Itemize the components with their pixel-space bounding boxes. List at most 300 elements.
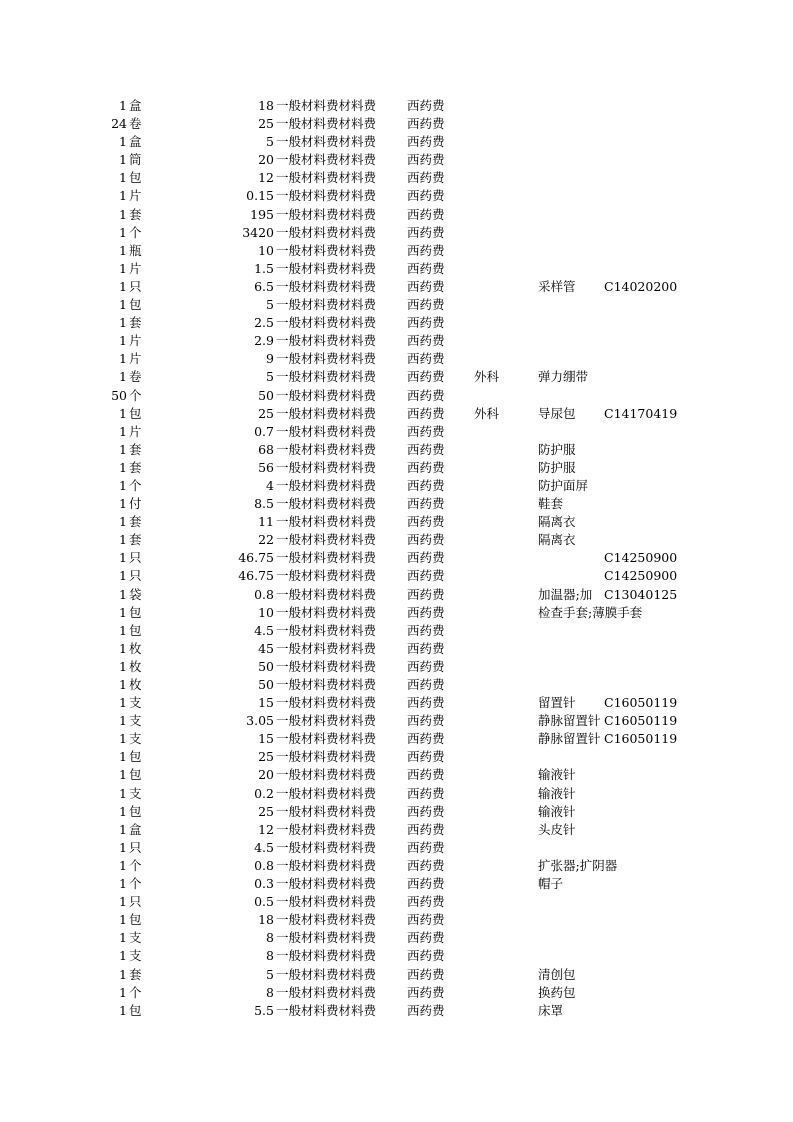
table-row [0,296,793,314]
table-row [0,622,793,640]
fee-type-cell: 西药费 [407,604,445,620]
unit-cell: 包 [129,1002,142,1018]
unit-cell: 套 [129,315,142,331]
price-cell: 5 [266,369,274,385]
qty-cell: 1 [119,894,127,910]
category-cell: 一般材料费材料费 [276,188,377,204]
qty-cell: 1 [119,441,127,457]
qty-cell: 1 [119,459,127,475]
unit-cell: 片 [129,188,142,204]
unit-cell: 支 [129,948,142,964]
unit-cell: 卷 [129,369,142,385]
fee-type-cell: 西药费 [407,116,445,132]
qty-cell: 1 [119,224,127,240]
price-cell: 0.8 [254,586,274,602]
item-name-cell: 防护面屏 [538,477,589,493]
table-row [0,748,793,766]
fee-type-cell: 西药费 [407,731,445,747]
price-cell: 1.5 [254,260,274,276]
price-cell: 3.05 [246,713,274,729]
item-name-cell: 鞋套 [538,496,564,512]
category-cell: 一般材料费材料费 [276,731,377,747]
category-cell: 一般材料费材料费 [276,260,377,276]
unit-cell: 个 [129,984,142,1000]
fee-type-cell: 西药费 [407,260,445,276]
price-cell: 2.9 [254,333,274,349]
price-cell: 56 [258,459,274,475]
fee-type-cell: 西药费 [407,351,445,367]
price-cell: 11 [258,514,274,530]
qty-cell: 1 [119,188,127,204]
category-cell: 一般材料费材料费 [276,532,377,548]
table-row [0,242,793,260]
qty-cell: 50 [111,387,127,403]
category-cell: 一般材料费材料费 [276,550,377,566]
fee-type-cell: 西药费 [407,948,445,964]
fee-type-cell: 西药费 [407,369,445,385]
fee-type-cell: 西药费 [407,242,445,258]
price-cell: 25 [258,749,274,765]
table-row [0,278,793,296]
item-name-cell: 输液针 [538,803,576,819]
qty-cell: 1 [119,586,127,602]
unit-cell: 瓶 [129,242,142,258]
category-cell: 一般材料费材料费 [276,894,377,910]
fee-type-cell: 西药费 [407,206,445,222]
department-cell: 外科 [474,405,500,421]
fee-type-cell: 西药费 [407,152,445,168]
fee-type-cell: 西药费 [407,568,445,584]
category-cell: 一般材料费材料费 [276,134,377,150]
table-row [0,405,793,423]
category-cell: 一般材料费材料费 [276,477,377,493]
fee-type-cell: 西药费 [407,405,445,421]
category-cell: 一般材料费材料费 [276,622,377,638]
price-cell: 50 [258,387,274,403]
price-cell: 46.75 [238,568,274,584]
table-row [0,893,793,911]
unit-cell: 袋 [129,586,142,602]
unit-cell: 只 [129,568,142,584]
item-name-cell: 帽子 [538,876,564,892]
table-row [0,441,793,459]
price-cell: 0.5 [254,894,274,910]
price-cell: 4 [266,477,274,493]
qty-cell: 1 [119,984,127,1000]
fee-type-cell: 西药费 [407,278,445,294]
price-cell: 15 [258,695,274,711]
qty-cell: 1 [119,658,127,674]
item-name-cell: 弹力绷带 [538,369,589,385]
category-cell: 一般材料费材料费 [276,658,377,674]
qty-cell: 1 [119,315,127,331]
unit-cell: 套 [129,206,142,222]
price-cell: 5 [266,966,274,982]
fee-type-cell: 西药费 [407,387,445,403]
table-row [0,97,793,115]
category-cell: 一般材料费材料费 [276,857,377,873]
qty-cell: 1 [119,568,127,584]
category-cell: 一般材料费材料费 [276,170,377,186]
price-cell: 50 [258,677,274,692]
unit-cell: 包 [129,767,142,783]
item-name-cell: 扩张器;扩阴器 [538,857,618,873]
qty-cell: 1 [119,423,127,439]
item-name-cell: 换药包 [538,984,576,1000]
qty-cell: 1 [119,477,127,493]
qty-cell: 1 [119,876,127,892]
item-name-cell: 留置针 [538,695,576,711]
price-cell: 22 [258,532,274,548]
qty-cell: 1 [119,731,127,747]
table-row [0,549,793,567]
qty-cell: 1 [119,930,127,946]
fee-type-cell: 西药费 [407,821,445,837]
item-name-cell: 隔离衣 [538,514,576,530]
table-row [0,1002,793,1020]
unit-cell: 盒 [129,134,142,150]
fee-type-cell: 西药费 [407,966,445,982]
unit-cell: 包 [129,604,142,620]
unit-cell: 片 [129,423,142,439]
table-row [0,694,793,712]
price-cell: 20 [258,152,274,168]
table-row [0,133,793,151]
price-cell: 4.5 [254,839,274,855]
category-cell: 一般材料费材料费 [276,948,377,964]
qty-cell: 1 [119,514,127,530]
table-row [0,260,793,278]
qty-cell: 1 [119,839,127,855]
table-row [0,314,793,332]
table-row [0,513,793,531]
category-cell: 一般材料费材料费 [276,387,377,403]
qty-cell: 1 [119,785,127,801]
unit-cell: 套 [129,514,142,530]
fee-type-cell: 西药费 [407,839,445,855]
qty-cell: 1 [119,242,127,258]
department-cell: 外科 [474,369,500,385]
qty-cell: 1 [119,550,127,566]
table-row [0,947,793,965]
qty-cell: 1 [119,677,127,692]
table-row [0,350,793,368]
category-cell: 一般材料费材料费 [276,749,377,765]
price-cell: 45 [258,640,274,656]
table-row [0,169,793,187]
fee-type-cell: 西药费 [407,170,445,186]
table-row [0,115,793,133]
unit-cell: 包 [129,803,142,819]
qty-cell: 1 [119,1002,127,1018]
unit-cell: 盒 [129,821,142,837]
unit-cell: 个 [129,387,142,403]
unit-cell: 支 [129,930,142,946]
price-cell: 68 [258,441,274,457]
unit-cell: 只 [129,894,142,910]
item-name-cell: 检查手套;薄膜手套 [538,604,643,620]
category-cell: 一般材料费材料费 [276,876,377,892]
price-cell: 18 [258,98,274,113]
table-row [0,151,793,169]
table-row [0,531,793,549]
category-cell: 一般材料费材料费 [276,369,377,385]
qty-cell: 1 [119,767,127,783]
fee-type-cell: 西药费 [407,930,445,946]
table-row [0,984,793,1002]
unit-cell: 盒 [129,98,142,113]
fee-type-cell: 西药费 [407,912,445,928]
item-code-cell: C14170419 [604,405,678,421]
table-row [0,495,793,513]
category-cell: 一般材料费材料费 [276,423,377,439]
qty-cell: 1 [119,260,127,276]
fee-type-cell: 西药费 [407,1002,445,1018]
price-cell: 10 [258,242,274,258]
item-name-cell: 输液针 [538,785,576,801]
category-cell: 一般材料费材料费 [276,1002,377,1018]
table-row [0,187,793,205]
price-cell: 50 [258,658,274,674]
qty-cell: 1 [119,369,127,385]
category-cell: 一般材料费材料费 [276,278,377,294]
category-cell: 一般材料费材料费 [276,116,377,132]
qty-cell: 1 [119,278,127,294]
fee-type-cell: 西药费 [407,423,445,439]
qty-cell: 1 [119,297,127,313]
category-cell: 一般材料费材料费 [276,930,377,946]
category-cell: 一般材料费材料费 [276,333,377,349]
fee-type-cell: 西药费 [407,586,445,602]
price-cell: 3420 [242,224,274,240]
unit-cell: 支 [129,731,142,747]
category-cell: 一般材料费材料费 [276,767,377,783]
qty-cell: 1 [119,821,127,837]
table-row [0,658,793,676]
price-cell: 6.5 [254,278,274,294]
category-cell: 一般材料费材料费 [276,242,377,258]
unit-cell: 个 [129,477,142,493]
category-cell: 一般材料费材料费 [276,496,377,512]
category-cell: 一般材料费材料费 [276,695,377,711]
unit-cell: 只 [129,278,142,294]
fee-type-cell: 西药费 [407,803,445,819]
category-cell: 一般材料费材料费 [276,297,377,313]
price-cell: 0.3 [254,876,274,892]
item-code-cell: C16050119 [604,695,678,711]
fee-type-cell: 西药费 [407,98,445,113]
price-cell: 0.8 [254,857,274,873]
price-cell: 25 [258,803,274,819]
unit-cell: 个 [129,224,142,240]
item-name-cell: 防护服 [538,441,576,457]
item-code-cell: C14250900 [604,550,678,566]
qty-cell: 1 [119,532,127,548]
category-cell: 一般材料费材料费 [276,568,377,584]
unit-cell: 支 [129,785,142,801]
item-name-cell: 静脉留置针 [538,731,601,747]
fee-type-cell: 西药费 [407,857,445,873]
price-cell: 12 [258,821,274,837]
table-row [0,730,793,748]
category-cell: 一般材料费材料费 [276,785,377,801]
price-cell: 195 [250,206,274,222]
table-row [0,604,793,622]
price-cell: 2.5 [254,315,274,331]
category-cell: 一般材料费材料费 [276,640,377,656]
qty-cell: 1 [119,98,127,113]
price-cell: 0.2 [254,785,274,801]
fee-type-cell: 西药费 [407,695,445,711]
qty-cell: 1 [119,695,127,711]
table-row [0,206,793,224]
unit-cell: 片 [129,351,142,367]
category-cell: 一般材料费材料费 [276,677,377,692]
table-row [0,766,793,784]
item-code-cell: C14020200 [604,278,678,294]
item-code-cell: C16050119 [604,713,678,729]
item-code-cell: C13040125 [604,586,678,602]
fee-type-cell: 西药费 [407,188,445,204]
table-row [0,929,793,947]
category-cell: 一般材料费材料费 [276,459,377,475]
item-name-cell: 床罩 [538,1002,564,1018]
table-row [0,477,793,495]
fee-type-cell: 西药费 [407,514,445,530]
category-cell: 一般材料费材料费 [276,351,377,367]
category-cell: 一般材料费材料费 [276,984,377,1000]
fee-type-cell: 西药费 [407,550,445,566]
table-row [0,368,793,386]
fee-type-cell: 西药费 [407,224,445,240]
category-cell: 一般材料费材料费 [276,224,377,240]
item-code-cell: C16050119 [604,731,678,747]
fee-type-cell: 西药费 [407,315,445,331]
price-cell: 8 [266,930,274,946]
qty-cell: 1 [119,966,127,982]
table-row [0,712,793,730]
fee-type-cell: 西药费 [407,532,445,548]
qty-cell: 1 [119,206,127,222]
category-cell: 一般材料费材料费 [276,405,377,421]
fee-type-cell: 西药费 [407,134,445,150]
fee-type-cell: 西药费 [407,984,445,1000]
qty-cell: 1 [119,749,127,765]
price-cell: 4.5 [254,622,274,638]
item-name-cell: 加温器;加 [538,586,593,602]
unit-cell: 付 [129,496,142,512]
table-row [0,567,793,585]
price-cell: 10 [258,604,274,620]
table-row [0,332,793,350]
unit-cell: 枚 [129,658,142,674]
unit-cell: 个 [129,876,142,892]
price-cell: 25 [258,116,274,132]
qty-cell: 1 [119,152,127,168]
unit-cell: 套 [129,966,142,982]
table-row [0,966,793,984]
category-cell: 一般材料费材料费 [276,98,377,113]
category-cell: 一般材料费材料费 [276,315,377,331]
category-cell: 一般材料费材料费 [276,839,377,855]
price-cell: 8 [266,984,274,1000]
category-cell: 一般材料费材料费 [276,604,377,620]
price-cell: 9 [266,351,274,367]
category-cell: 一般材料费材料费 [276,966,377,982]
unit-cell: 包 [129,912,142,928]
category-cell: 一般材料费材料费 [276,514,377,530]
unit-cell: 只 [129,550,142,566]
qty-cell: 1 [119,496,127,512]
fee-type-cell: 西药费 [407,713,445,729]
fee-type-cell: 西药费 [407,749,445,765]
item-name-cell: 隔离衣 [538,532,576,548]
material-fee-table [0,97,793,1020]
category-cell: 一般材料费材料费 [276,803,377,819]
qty-cell: 1 [119,405,127,421]
qty-cell: 1 [119,857,127,873]
price-cell: 8 [266,948,274,964]
unit-cell: 包 [129,170,142,186]
table-row [0,875,793,893]
item-name-cell: 头皮针 [538,821,576,837]
fee-type-cell: 西药费 [407,894,445,910]
fee-type-cell: 西药费 [407,477,445,493]
table-row [0,821,793,839]
table-row [0,224,793,242]
unit-cell: 支 [129,713,142,729]
item-code-cell: C14250900 [604,568,678,584]
unit-cell: 包 [129,297,142,313]
category-cell: 一般材料费材料费 [276,821,377,837]
unit-cell: 套 [129,441,142,457]
item-name-cell: 静脉留置针 [538,713,601,729]
unit-cell: 筒 [129,152,142,168]
table-row [0,839,793,857]
category-cell: 一般材料费材料费 [276,713,377,729]
item-name-cell: 导尿包 [538,405,576,421]
price-cell: 12 [258,170,274,186]
table-row [0,857,793,875]
unit-cell: 包 [129,405,142,421]
unit-cell: 个 [129,857,142,873]
fee-type-cell: 西药费 [407,876,445,892]
unit-cell: 套 [129,532,142,548]
price-cell: 20 [258,767,274,783]
unit-cell: 支 [129,695,142,711]
unit-cell: 枚 [129,640,142,656]
table-row [0,640,793,658]
item-name-cell: 清创包 [538,966,576,982]
table-row [0,911,793,929]
unit-cell: 包 [129,749,142,765]
table-row [0,459,793,477]
unit-cell: 片 [129,260,142,276]
table-row [0,423,793,441]
unit-cell: 片 [129,333,142,349]
unit-cell: 包 [129,622,142,638]
qty-cell: 1 [119,622,127,638]
item-name-cell: 防护服 [538,459,576,475]
fee-type-cell: 西药费 [407,658,445,674]
fee-type-cell: 西药费 [407,333,445,349]
fee-type-cell: 西药费 [407,441,445,457]
price-cell: 18 [258,912,274,928]
category-cell: 一般材料费材料费 [276,586,377,602]
qty-cell: 1 [119,333,127,349]
fee-type-cell: 西药费 [407,640,445,656]
qty-cell: 1 [119,713,127,729]
